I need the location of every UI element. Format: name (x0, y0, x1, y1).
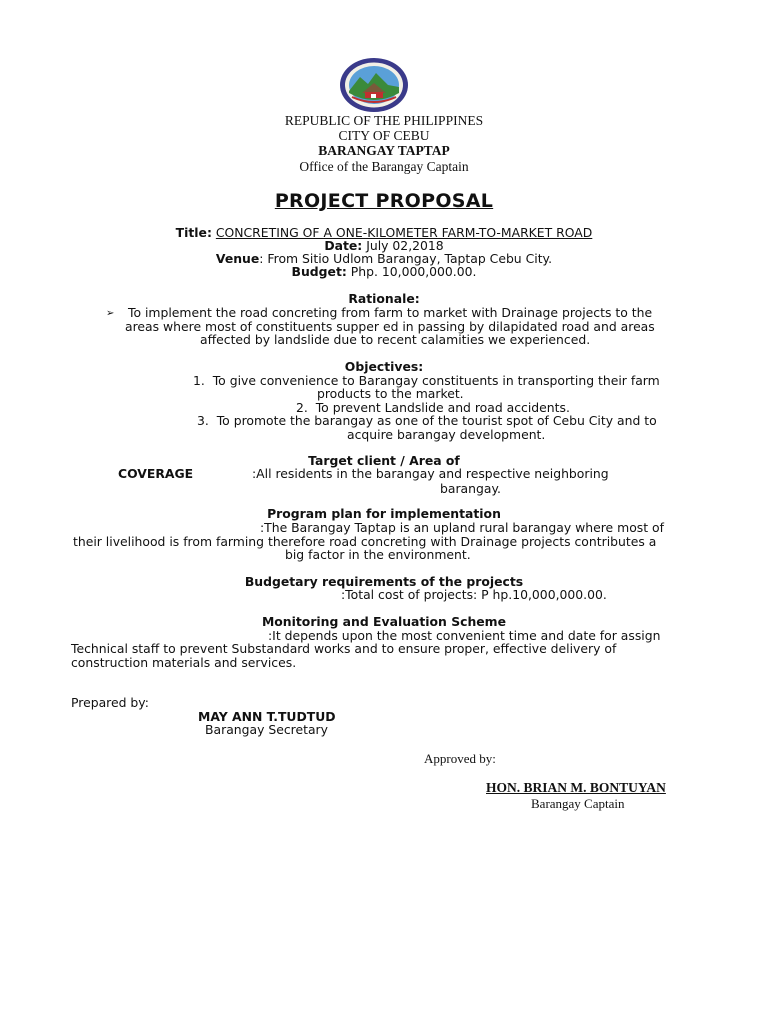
program-line-2: their livelihood is from farming therefore road concreting with Drainage projects contributes a (73, 534, 657, 549)
approved-by-role: Barangay Captain (531, 796, 625, 811)
approved-by-name: HON. BRIAN M. BONTUYAN (486, 780, 666, 795)
objective-item-3-cont: acquire barangay development. (347, 427, 546, 442)
barangay-seal-logo (338, 57, 410, 113)
program-line-3: big factor in the environment. (285, 547, 471, 562)
meta-venue-label: Venue (215, 251, 260, 266)
budgetary-line-1: :Total cost of projects: P hp.10,000,000.00. (341, 587, 607, 602)
approved-by-label: Approved by: (424, 751, 496, 766)
monitoring-line-3: construction materials and services. (71, 655, 297, 670)
meta-date-label: Date: (324, 238, 363, 253)
target-heading: Target client / Area of (308, 453, 460, 468)
objective-num: 3. (197, 413, 209, 428)
monitoring-line-1: :It depends upon the most convenient time and date for assign (268, 628, 661, 643)
prepared-by-role: Barangay Secretary (205, 722, 328, 737)
objective-item-1-cont: products to the market. (317, 386, 464, 401)
header-office: Office of the Barangay Captain (299, 159, 469, 174)
header-city: CITY OF CEBU (338, 128, 430, 143)
target-line-2: barangay. (440, 481, 501, 496)
header-republic: REPUBLIC OF THE PHILIPPINES (284, 113, 484, 128)
objective-num: 1. (193, 373, 205, 388)
objective-text: To give convenience to Barangay constituents in transporting their farm (212, 373, 660, 388)
monitoring-heading: Monitoring and Evaluation Scheme (261, 614, 507, 629)
objective-text: To prevent Landslide and road accidents. (315, 400, 570, 415)
meta-budget-value: Php. 10,000,000.00. (350, 264, 477, 279)
rationale-line-2: areas where most of constituents supper ed in passing by dilapidated road and areas (125, 319, 655, 334)
target-coverage-label: COVERAGE (118, 466, 194, 481)
target-line-1: :All residents in the barangay and respective neighboring (252, 466, 609, 481)
program-heading: Program plan for implementation (267, 506, 501, 521)
objective-item-3 (197, 414, 657, 428)
meta-venue-value: : From Sitio Udlom Barangay, Taptap Cebu City. (259, 251, 553, 266)
rationale-line-3: affected by landslide due to recent calamities we experienced. (200, 332, 591, 347)
objectives-heading: Objectives: (344, 359, 424, 374)
prepared-by-name: MAY ANN T.TUDTUD (198, 709, 336, 724)
rationale-heading: Rationale: (348, 291, 420, 306)
meta-budget-line (0, 265, 768, 279)
monitoring-line-2: Technical staff to prevent Substandard works and to ensure proper, effective delivery of (71, 641, 617, 656)
program-line-1: :The Barangay Taptap is an upland rural barangay where most of (260, 520, 664, 535)
meta-date-value: July 02,2018 (366, 238, 444, 253)
page-title: PROJECT PROPOSAL (274, 190, 494, 212)
objective-text: To promote the barangay as one of the tourist spot of Cebu City and to (216, 413, 657, 428)
header-barangay: BARANGAY TAPTAP (318, 143, 450, 158)
meta-title-value: CONCRETING OF A ONE-KILOMETER FARM-TO-MARKET ROAD (215, 225, 593, 240)
budgetary-heading: Budgetary requirements of the projects (244, 574, 524, 589)
meta-budget-label: Budget: (291, 264, 347, 279)
prepared-by-label: Prepared by: (71, 695, 149, 710)
bullet-arrow-icon: ➢ (106, 308, 115, 319)
meta-title-label: Title: (175, 225, 212, 240)
objective-num: 2. (296, 400, 308, 415)
rationale-line-1: To implement the road concreting from farm to market with Drainage projects to the (128, 305, 653, 320)
